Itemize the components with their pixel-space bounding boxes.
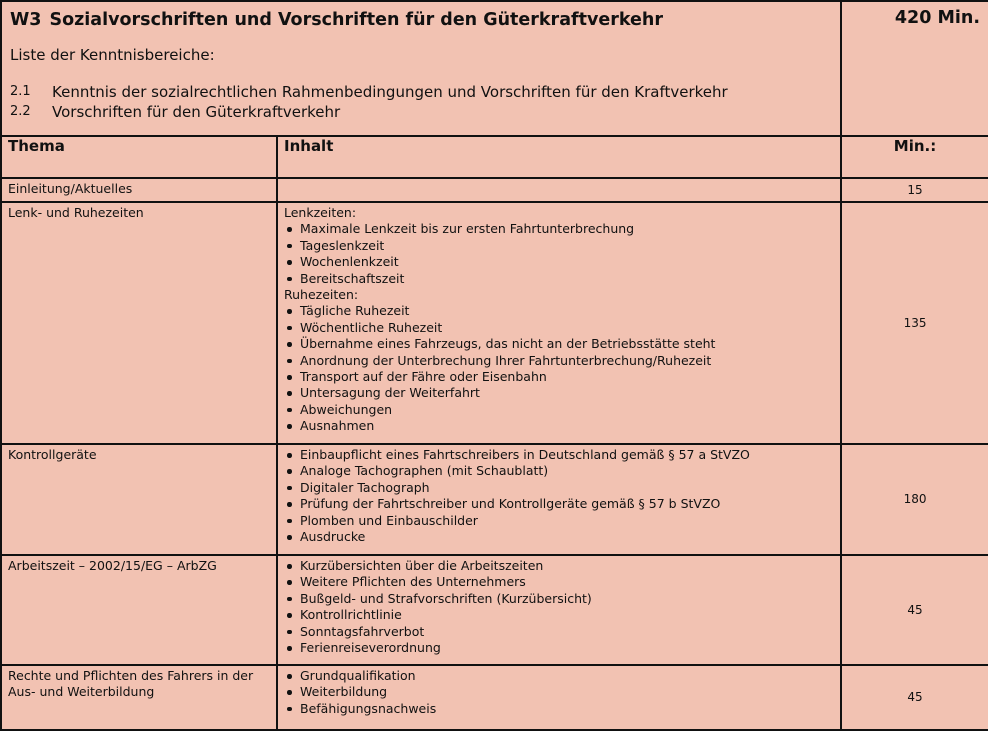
bullet-list bbox=[284, 668, 834, 717]
list-item: Befähigungsnachweis bbox=[284, 701, 834, 717]
inhalt-cell bbox=[277, 555, 841, 665]
thema-cell: Rechte und Pflichten des Fahrers in der Aus- und Weiterbildung bbox=[1, 665, 277, 730]
area-number: 2.1 bbox=[10, 84, 31, 99]
table-row bbox=[1, 444, 988, 555]
areas-subtitle: Liste der Kenntnisbereiche: bbox=[10, 46, 215, 64]
module-code: W3 bbox=[10, 10, 42, 30]
minutes-cell: 180 bbox=[841, 444, 988, 555]
list-item: Untersagung der Weiterfahrt bbox=[284, 385, 834, 401]
table-row bbox=[1, 555, 988, 665]
thema-cell: Lenk- und Ruhezeiten bbox=[1, 202, 277, 444]
table-row bbox=[1, 665, 988, 730]
module-title bbox=[10, 8, 832, 32]
bullet-list bbox=[284, 447, 834, 545]
table-row bbox=[1, 202, 988, 444]
list-item: Prüfung der Fahrtschreiber und Kontrollgeräte gemäß § 57 b StVZO bbox=[284, 496, 834, 512]
column-header-inhalt: Inhalt bbox=[277, 136, 841, 178]
area-text: Kenntnis der sozialrechtlichen Rahmenbedingungen und Vorschriften für den Kraftverkehr bbox=[52, 83, 728, 101]
area-text: Vorschriften für den Güterkraftverkehr bbox=[52, 103, 341, 121]
group-label: Ruhezeiten: bbox=[284, 287, 359, 303]
list-item: Plomben und Einbauschilder bbox=[284, 513, 834, 529]
list-item: Tägliche Ruhezeit bbox=[284, 303, 834, 319]
minutes-cell: 45 bbox=[841, 665, 988, 730]
inhalt-cell bbox=[277, 665, 841, 730]
list-item: Anordnung der Unterbrechung Ihrer Fahrtunterbrechung/Ruhezeit bbox=[284, 353, 834, 369]
list-item: Übernahme eines Fahrzeugs, das nicht an der Betriebsstätte steht bbox=[284, 336, 834, 352]
thema-cell: Einleitung/Aktuelles bbox=[1, 178, 277, 202]
list-item: Ferienreiseverordnung bbox=[284, 640, 834, 656]
total-minutes: 420 Min. bbox=[841, 1, 988, 136]
areas-list bbox=[10, 82, 832, 122]
list-item: Tageslenkzeit bbox=[284, 238, 834, 254]
list-item: Abweichungen bbox=[284, 402, 834, 418]
minutes-cell: 15 bbox=[841, 178, 988, 202]
thema-cell: Arbeitszeit – 2002/15/EG – ArbZG bbox=[1, 555, 277, 665]
group-label: Lenkzeiten: bbox=[284, 205, 357, 220]
list-item: Kurzübersichten über die Arbeitszeiten bbox=[284, 558, 834, 574]
bullet-list bbox=[284, 303, 834, 434]
thema-cell: Kontrollgeräte bbox=[1, 444, 277, 555]
inhalt-cell bbox=[277, 178, 841, 202]
area-item bbox=[10, 82, 832, 102]
minutes-cell: 45 bbox=[841, 555, 988, 665]
module-title-text: Sozialvorschriften und Vorschriften für den Güterkraftverkehr bbox=[49, 10, 664, 30]
list-item: Weitere Pflichten des Unternehmers bbox=[284, 574, 834, 590]
list-item: Kontrollrichtlinie bbox=[284, 607, 834, 623]
list-item: Analoge Tachographen (mit Schaublatt) bbox=[284, 463, 834, 479]
column-header-min: Min.: bbox=[841, 136, 988, 178]
list-item: Grundqualifikation bbox=[284, 668, 834, 684]
list-item: Einbaupflicht eines Fahrtschreibers in Deutschland gemäß § 57 a StVZO bbox=[284, 447, 834, 463]
minutes-cell: 135 bbox=[841, 202, 988, 444]
list-item: Wöchentliche Ruhezeit bbox=[284, 320, 834, 336]
list-item: Bußgeld- und Strafvorschriften (Kurzübersicht) bbox=[284, 591, 834, 607]
list-item: Transport auf der Fähre oder Eisenbahn bbox=[284, 369, 834, 385]
area-number: 2.2 bbox=[10, 104, 31, 119]
module-header-row bbox=[1, 1, 988, 136]
inhalt-cell bbox=[277, 444, 841, 555]
list-item: Digitaler Tachograph bbox=[284, 480, 834, 496]
list-item: Sonntagsfahrverbot bbox=[284, 624, 834, 640]
bullet-list bbox=[284, 221, 834, 287]
bullet-list bbox=[284, 558, 834, 656]
list-item: Maximale Lenkzeit bis zur ersten Fahrtunterbrechung bbox=[284, 221, 834, 237]
inhalt-cell bbox=[277, 202, 841, 444]
list-item: Bereitschaftszeit bbox=[284, 271, 834, 287]
column-header-row bbox=[1, 136, 988, 178]
module-header bbox=[1, 1, 841, 136]
list-item: Ausnahmen bbox=[284, 418, 834, 434]
table-row bbox=[1, 178, 988, 202]
list-item: Weiterbildung bbox=[284, 684, 834, 700]
list-item: Ausdrucke bbox=[284, 529, 834, 545]
area-item bbox=[10, 102, 832, 122]
column-header-thema: Thema bbox=[1, 136, 277, 178]
list-item: Wochenlenkzeit bbox=[284, 254, 834, 270]
